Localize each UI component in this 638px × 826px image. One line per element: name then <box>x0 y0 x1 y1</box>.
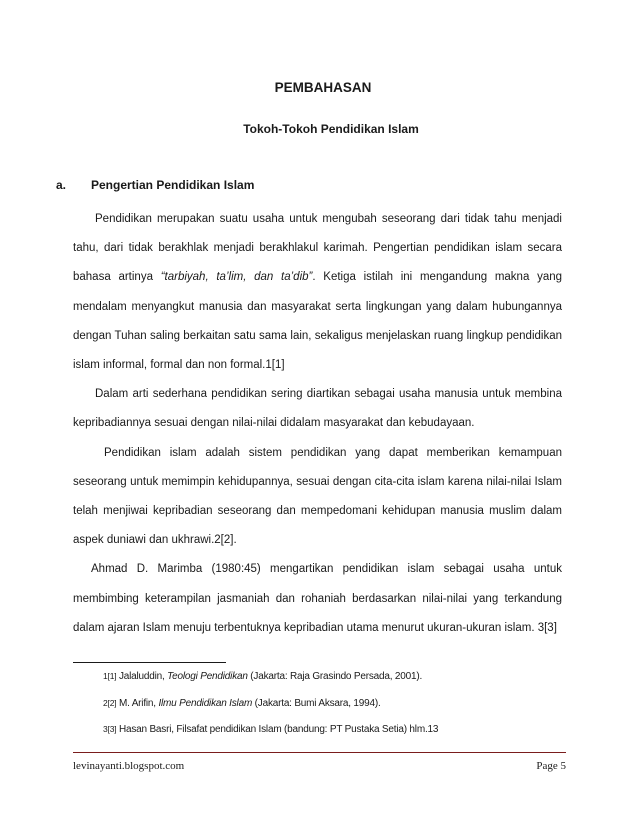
footnote-2-title: Ilmu Pendidikan Islam <box>158 698 253 709</box>
paragraph-3: Pendidikan islam adalah sistem pendidikan yang dapat memberikan kemampuan seseorang untuk memimpin kehidupannya, sesuai dengan cita-cita islam karena nilai-nilai Islam telah menjiwai kepribadian seseorang dan mempedomani kehidupan manusia muslim dalam aspek duniawi dan ukhrawi.2[2]. <box>73 446 562 547</box>
page-title: PEMBAHASAN <box>274 80 372 95</box>
footnote-2-rest: (Jakarta: Bumi Aksara, 1994). <box>252 698 381 709</box>
paragraph-1-part-b: . Ketiga istilah ini mengandung makna yang mendalam menyangkut manusia dan masyarakat serta lingkungan yang dalam hubungannya dengan Tuhan saling berkaitan satu sama lain, sekaligus menjelaskan ruang lingkup pendidikan islam informal, formal dan non formal.1[1] <box>73 271 563 372</box>
footnote-3 <box>103 724 438 735</box>
footnote-2-author: M. Arifin, <box>116 698 159 709</box>
page-subtitle: Tokoh-Tokoh Pendidikan Islam <box>243 122 419 136</box>
body-text <box>73 205 562 643</box>
paragraph-1-quote: “tarbiyah, ta’lim, dan ta’dib” <box>160 271 313 284</box>
footnote-1-title: Teologi Pendidikan <box>167 671 248 682</box>
paragraph-2: Dalam arti sederhana pendidikan sering diartikan sebagai usaha manusia untuk membina kepribadiannya sesuai dengan nilai-nilai didalam masyarakat dan kebudayaan. <box>73 388 562 430</box>
footnote-2 <box>103 698 381 709</box>
section-title: Pengertian Pendidikan Islam <box>91 178 255 192</box>
footer-rule <box>73 752 566 753</box>
footnote-2-number[interactable]: 2[2] <box>103 698 117 708</box>
footer-site: levinayanti.blogspot.com <box>73 760 185 772</box>
paragraph-1-part-a: Pendidikan merupakan suatu usaha untuk mengubah seseorang dari tidak tahu menjadi tahu, dari tidak berakhlak menjadi berakhlakul karimah. Pengertian pendidikan islam secara bahasa artinya <box>73 213 562 284</box>
footnote-1 <box>103 671 422 682</box>
footnote-3-text: Hasan Basri, Filsafat pendidikan Islam (bandung: PT Pustaka Setia) hlm.13 <box>116 724 439 735</box>
footnote-1-author: Jalaluddin, <box>116 671 168 682</box>
footnote-1-rest: (Jakarta: Raja Grasindo Persada, 2001). <box>247 671 423 682</box>
paragraph-1 <box>73 205 562 380</box>
footnote-3-number[interactable]: 3[3] <box>103 724 117 734</box>
section-marker: a. <box>56 178 67 192</box>
paragraph-4: Ahmad D. Marimba (1980:45) mengartikan pendidikan islam sebagai usaha untuk membimbing keterampilan jasmaniah dan rohaniah berdasarkan nilai-nilai yang terkandung dalam ajaran Islam menuju terbentuknya kepribadian utama menurut ukuran-ukuran islam. 3[3] <box>73 563 562 634</box>
footer-page-number: Page 5 <box>536 760 566 772</box>
footnote-1-number[interactable]: 1[1] <box>103 671 117 681</box>
footnote-separator <box>73 662 226 663</box>
